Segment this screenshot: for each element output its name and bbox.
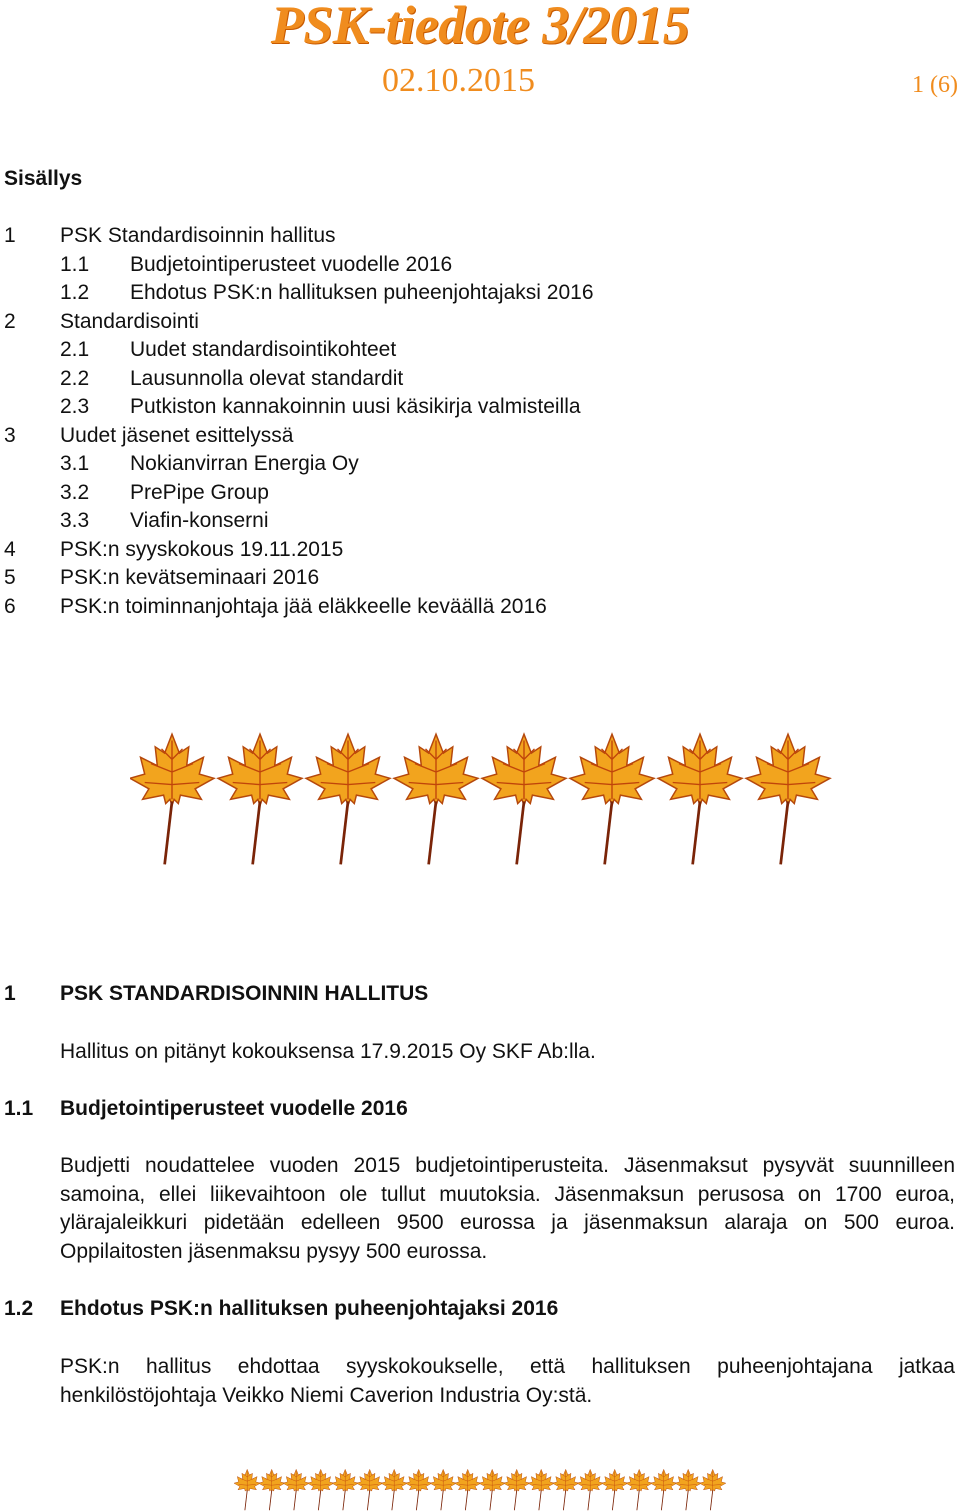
- maple-leaf-icon: [308, 1469, 334, 1510]
- subsection-heading: Ehdotus PSK:n hallituksen puheenjohtajaksi 2016: [60, 1297, 559, 1320]
- toc-item-number: 2.3: [60, 395, 90, 418]
- page-number: 1 (6): [912, 72, 958, 98]
- section-heading: PSK STANDARDISOINNIN HALLITUS: [60, 982, 429, 1005]
- maple-leaf-icon: [675, 1469, 701, 1510]
- section-number: 1: [4, 982, 16, 1005]
- maple-leaf-icon: [406, 1469, 432, 1510]
- toc-item-number: 3.2: [60, 480, 90, 504]
- toc-item-number: 1: [4, 224, 16, 247]
- maple-leaf-icon: [553, 1469, 579, 1510]
- maple-leaf-icon: [504, 1469, 530, 1510]
- maple-leaf-icon: [218, 734, 302, 864]
- toc-item-number: 6: [4, 594, 16, 618]
- toc-item-label: Viafin-konserni: [130, 509, 269, 532]
- toc-item-number: 4: [4, 537, 16, 561]
- toc-item-number: 5: [4, 566, 16, 589]
- toc-item-label: Nokianvirran Energia Oy: [130, 452, 359, 475]
- toc-item-label: PrePipe Group: [130, 480, 269, 504]
- maple-leaf-icon: [577, 1469, 603, 1510]
- maple-leaf-icon: [482, 734, 566, 864]
- toc-item-number: 2: [4, 309, 16, 333]
- maple-leaf-icon: [357, 1469, 383, 1510]
- toc-item-label: Budjetointiperusteet vuodelle 2016: [130, 252, 453, 276]
- toc-item-label: Uudet standardisointikohteet: [130, 338, 397, 361]
- maple-leaf-icon: [746, 734, 830, 864]
- toc-item-number: 3: [4, 423, 16, 447]
- subsection-paragraph: Budjetti noudattelee vuoden 2015 budjetointiperusteita. Jäsenmaksut pysyvät suunnilleen samoina, ellei liikevaihtoon ole tullut muutoksia. Jäsenmaksun perusosa on 1700 euroa, ylärajaleikkuri pidetään edelleen 9500 eurossa ja jäsenmaksun alaraja on 500 euroa. Oppilaitosten jäsenmaksu pysyy 500 eurossa.: [60, 1154, 955, 1263]
- maple-leaf-icon: [626, 1469, 652, 1510]
- leaf-border: [234, 1468, 734, 1512]
- maple-leaf-icon: [430, 1469, 456, 1510]
- maple-leaf-icon: [394, 734, 478, 864]
- toc-item-label: PSK:n syyskokous 19.11.2015: [60, 537, 344, 561]
- toc-item-number: 2.1: [60, 338, 90, 361]
- maple-leaf-icon: [381, 1469, 407, 1510]
- toc-item-label: Uudet jäsenet esittelyssä: [60, 423, 294, 447]
- maple-leaf-icon: [259, 1469, 285, 1510]
- toc-item-label: Standardisointi: [60, 309, 199, 333]
- maple-leaf-icon: [700, 1469, 726, 1510]
- subsection-paragraph: PSK:n hallitus ehdottaa syyskokoukselle, että hallituksen puheenjohtajana jatkaa henkilöstöjohtaja Veikko Niemi Caverion Industria Oy:stä.: [60, 1355, 955, 1407]
- maple-leaf-icon: [651, 1469, 677, 1510]
- toc-item-label: Ehdotus PSK:n hallituksen puheenjohtajaksi 2016: [130, 281, 594, 304]
- toc-item-label: PSK Standardisoinnin hallitus: [60, 224, 336, 247]
- subsection-heading: Budjetointiperusteet vuodelle 2016: [60, 1097, 408, 1120]
- maple-leaf-icon: [306, 734, 390, 864]
- maple-leaf-icon: [234, 1469, 260, 1510]
- subsection-number: 1.1: [4, 1097, 34, 1120]
- toc-item-label: PSK:n kevätseminaari 2016: [60, 566, 320, 589]
- toc-item-label: Lausunnolla olevat standardit: [130, 366, 404, 390]
- toc-item-label: PSK:n toiminnanjohtaja jää eläkkeelle keväällä 2016: [60, 594, 547, 618]
- maple-leaf-icon: [283, 1469, 309, 1510]
- document-title: PSK-tiedote 3/2015: [270, 0, 690, 55]
- subsection-number: 1.2: [4, 1297, 34, 1320]
- maple-leaf-icon: [602, 1469, 628, 1510]
- maple-leaf-icon: [570, 734, 654, 864]
- maple-leaf-icon: [528, 1469, 554, 1510]
- maple-leaf-icon: [332, 1469, 358, 1510]
- toc-heading: Sisällys: [4, 167, 83, 190]
- toc-item-number: 2.2: [60, 366, 90, 390]
- toc-item-number: 3.1: [60, 452, 90, 475]
- maple-leaf-icon: [479, 1469, 505, 1510]
- maple-leaf-icon: [658, 734, 742, 864]
- maple-leaf-icon: [455, 1469, 481, 1510]
- leaf-row: [130, 730, 850, 870]
- toc-item-label: Putkiston kannakoinnin uusi käsikirja valmisteilla: [130, 395, 581, 418]
- maple-leaf-icon: [130, 734, 214, 864]
- section-paragraph: Hallitus on pitänyt kokouksensa 17.9.2015 Oy SKF Ab:lla.: [60, 1040, 596, 1063]
- toc-item-number: 3.3: [60, 509, 90, 532]
- toc-item-number: 1.2: [60, 281, 90, 304]
- toc-item-number: 1.1: [60, 252, 90, 276]
- document-date: 02.10.2015: [382, 62, 535, 99]
